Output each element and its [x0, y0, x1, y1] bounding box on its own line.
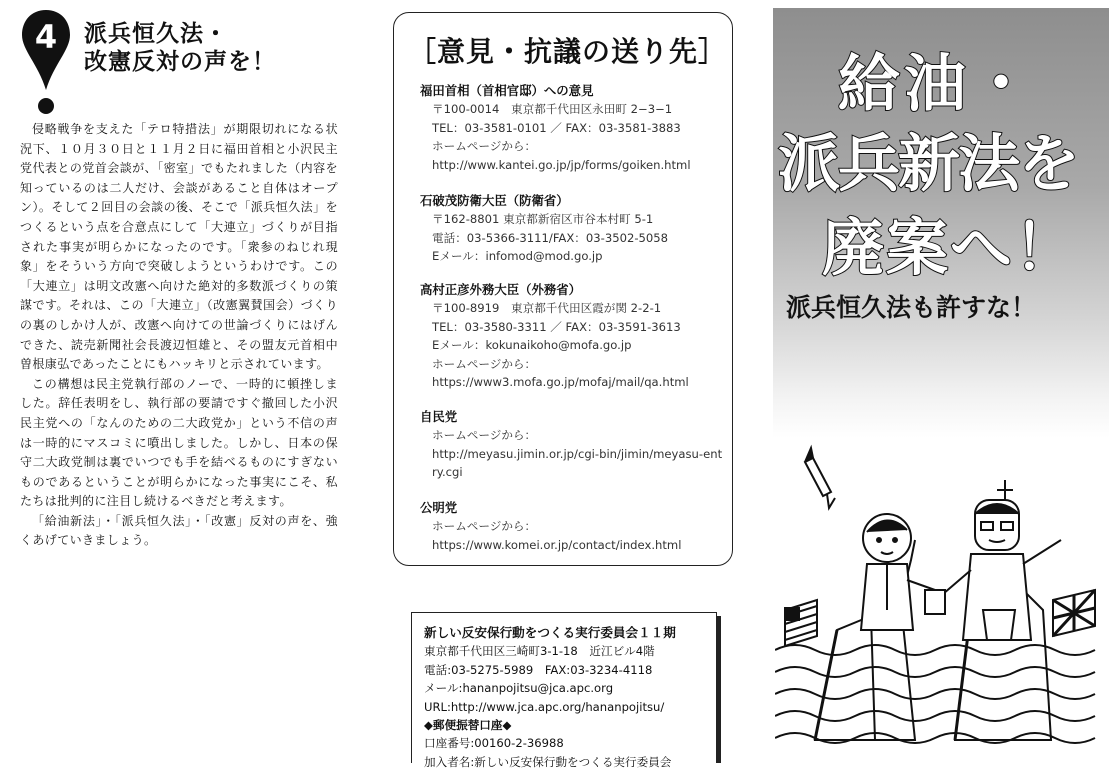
poster-subtitle: 派兵恒久法も許すな！ [786, 293, 1037, 322]
org-account: 口座番号:00160-2-36988 [424, 736, 564, 751]
contact-address: 〒100-0014 東京都千代田区永田町 2−3−1 [432, 102, 673, 117]
org-address: 東京都千代田区三崎町3-1-18 近江ビル4階 [424, 644, 655, 659]
contact-foreign [420, 281, 725, 391]
contact-phone: TEL：03-3581-0101 ／ FAX：03-3581-3883 [432, 120, 681, 135]
org-info [424, 624, 714, 771]
poster-headline-2: 派兵新法を [778, 127, 1079, 200]
contact-address: 〒162-8801 東京都新宿区市谷本村町 5-1 [432, 212, 654, 227]
org-mail[interactable]: メール:hananpojitsu@jca.apc.org [424, 681, 614, 696]
contact-pm [420, 82, 725, 174]
org-phone: 電話:03-5275-5989 FAX:03-3234-4118 [424, 662, 653, 677]
contact-hp-label: ホームページから： [432, 519, 537, 534]
contact-ldp [420, 408, 725, 482]
poster-headline-3: 廃案へ！ [822, 211, 1079, 284]
org-name: 新しい反安保行動をつくる実行委員会１１期 [424, 625, 676, 640]
uk-flag-icon [1053, 590, 1095, 636]
contact-url[interactable]: https://www3.mofa.go.jp/mofaj/mail/qa.html [432, 375, 689, 390]
contact-name: 石破茂防衛大臣（防衛省） [420, 193, 569, 208]
contact-email[interactable]: Eメール：kokunaikoho@mofa.go.jp [432, 338, 632, 353]
org-account-name: 加入者名:新しい反安保行動をつくる実行委員会 [424, 754, 672, 769]
paragraph-3: 「給油新法」・「派兵恒久法」・「改憲」反対の声を、強くあげていきましょう。 [20, 513, 338, 548]
contact-email[interactable]: Eメール：infomod@mod.go.jp [432, 249, 603, 264]
contact-url[interactable]: http://meyasu.jimin.or.jp/cgi-bin/jimin/meyasu-entry.cgi [432, 446, 723, 480]
poster-headline-1: 給油・ [838, 47, 1037, 120]
org-url[interactable]: URL:http://www.jca.apc.org/hananpojitsu/ [424, 699, 665, 714]
missile-icon [805, 448, 835, 508]
article-body [20, 120, 338, 551]
section-title-line2: 改憲反対の声を！ [84, 49, 276, 75]
contact-phone: 電話：03-5366-3111/FAX：03-3502-5058 [432, 230, 669, 245]
section-title [84, 20, 276, 76]
contact-url[interactable]: https://www.komei.or.jp/contact/index.html [432, 537, 682, 552]
us-flag-icon [785, 600, 817, 646]
section-number-pin-icon [20, 8, 72, 118]
contact-name: 福田首相（首相官邸）への意見 [420, 83, 594, 98]
contact-address: 〒100-8919 東京都千代田区霞が関 2-2-1 [432, 301, 662, 316]
left-figure-icon [861, 514, 935, 630]
org-box-shadow [717, 616, 721, 763]
contact-defense [420, 192, 725, 266]
contact-hp-label: ホームページから： [432, 428, 537, 443]
contact-komeito [420, 499, 725, 554]
section-number: 4 [34, 18, 58, 56]
paragraph-2: この構想は民主党執行部のノーで、一時的に頓挫しました。辞任表明をし、執行部の要請ですぐ撤回した小沢民主党への「なんのための二大政党か」という不信の声は一時的にマスコミに噴出しました。しかし、日本の保守二大政党制は裏でいつでも手を結べるものにすぎないものであるということが明らかになった事実にこそ、私たちは批判的に注目し続けるべきだと考えます。 [20, 376, 338, 509]
contacts-title: ［意見・抗議の送り先］ [408, 35, 728, 68]
contact-url[interactable]: http://www.kantei.go.jp/jp/forms/goiken.html [432, 157, 691, 172]
contact-hp-label: ホームページから： [432, 356, 537, 371]
section-title-line1: 派兵恒久法・ [84, 21, 228, 47]
cartoon-illustration [775, 440, 1107, 763]
contact-name: 自民党 [420, 409, 458, 424]
org-postal-heading: ◆郵便振替口座◆ [424, 718, 512, 733]
contact-name: 高村正彦外務大臣（外務省） [420, 282, 582, 297]
contact-phone: TEL：03-3580-3311 ／ FAX：03-3591-3613 [432, 319, 681, 334]
paragraph-1: 侵略戦争を支えた「テロ特措法」が期限切れになる状況下、１０月３０日と１１月２日に福田首相と小沢民主党代表との党首会談が、「密室」でもたれました（内容を知っているのは二人だけ、会談があること自体はオープン）。そして２回目の会談の後、そこで「派兵恒久法」をつくるという点を合意点にして「大連立」づくりが目指された事実が明らかになったのです。「衆参のねじれ現象」をそういう方向で突破しようというわけです。この「大連立」は明文改憲へ向けた絶対的多数派づくりの策謀です。それは、この「大連立」（改憲翼賛国会）づくりの裏のしかけ人が、改憲へ向けての世論づくりにはげんできた、読売新聞社会長渡辺恒雄と、その盟友元首相中曽根康弘であったことにもハッキリと示されています。 [20, 122, 338, 372]
contact-hp-label: ホームページから： [432, 139, 537, 154]
contact-name: 公明党 [420, 500, 458, 515]
